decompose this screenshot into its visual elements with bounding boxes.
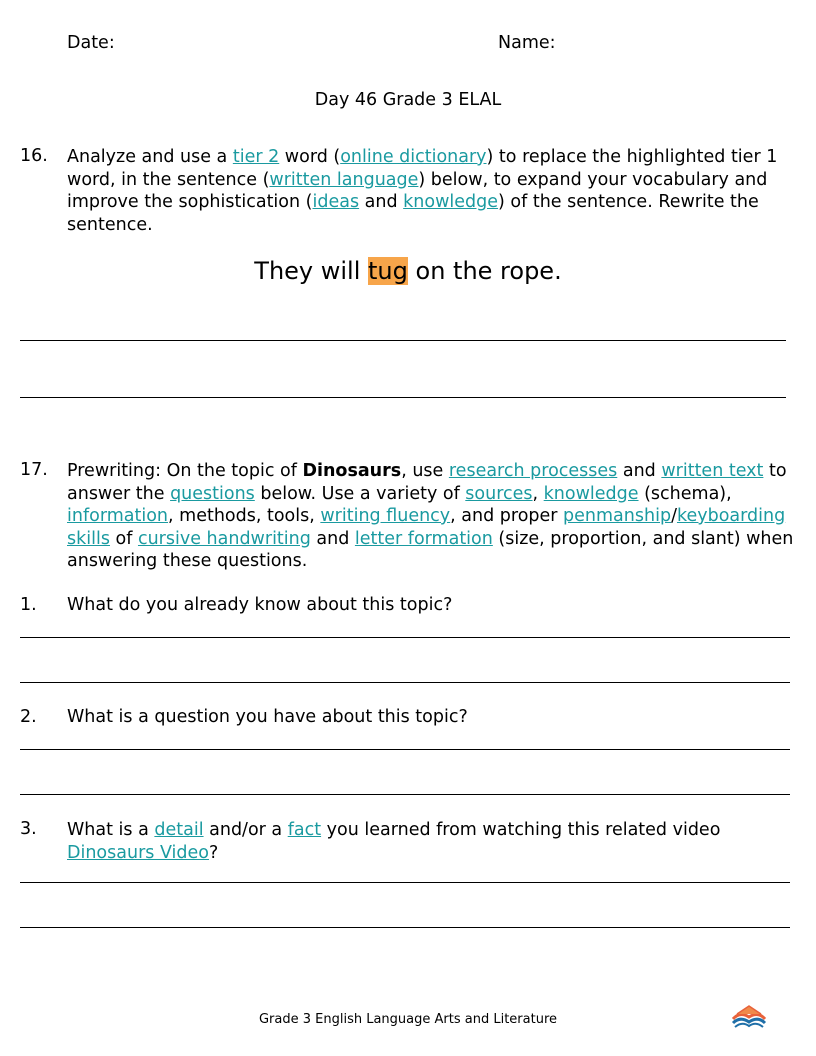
text-segment: ) to replace the highlighted tier 1 <box>486 147 778 167</box>
subquestion-3-text <box>67 819 807 864</box>
question-number-17: 17. <box>20 460 48 480</box>
link-keyboarding[interactable]: keyboarding <box>676 506 786 526</box>
text-segment: word, in the sentence ( <box>67 169 270 190</box>
text-segment: and <box>310 528 355 549</box>
text-segment: ? <box>208 842 219 863</box>
text-segment: answer the <box>67 483 171 504</box>
text-segment: and <box>359 192 404 212</box>
subquestion-number: 2. <box>20 707 37 727</box>
question-number-16: 16. <box>20 146 48 166</box>
sentence-part: They will <box>254 257 369 285</box>
text-segment: , use <box>401 461 449 481</box>
question-17-text <box>67 460 807 573</box>
footer-text: Grade 3 English Language Arts and Literature <box>258 1012 558 1027</box>
text-segment: , and proper <box>450 506 564 526</box>
link-detail[interactable]: detail <box>154 820 204 840</box>
link-letter-formation[interactable]: letter formation <box>354 528 493 549</box>
subquestion-1-text: What do you already know about this topic? <box>67 595 453 615</box>
link-sources[interactable]: sources <box>465 483 533 504</box>
text-segment: to <box>763 461 787 481</box>
text-segment: ) of the sentence. Rewrite the <box>498 192 759 212</box>
text-segment: and/or a <box>203 820 288 840</box>
text-segment: you learned from watching this related video <box>321 820 721 840</box>
answer-line[interactable] <box>20 682 790 683</box>
link-knowledge[interactable]: knowledge <box>403 192 499 212</box>
subquestion-2-text: What is a question you have about this topic? <box>67 707 468 727</box>
question-16-text <box>67 146 807 236</box>
book-logo-icon <box>730 1003 768 1029</box>
text-segment: of <box>109 528 138 549</box>
link-written-text[interactable]: written text <box>661 461 764 481</box>
link-writing-fluency[interactable]: writing fluency <box>320 506 451 526</box>
highlighted-word: tug <box>368 257 408 285</box>
example-sentence <box>0 257 816 285</box>
link-tier-2[interactable]: tier 2 <box>232 147 280 167</box>
answer-line[interactable] <box>20 882 790 883</box>
link-questions[interactable]: questions <box>170 483 255 504</box>
answer-line[interactable] <box>20 637 790 638</box>
text-segment: Analyze and use a <box>67 147 233 167</box>
text-segment: What is a <box>67 820 155 840</box>
link-information[interactable]: information <box>67 506 169 526</box>
topic-word: Dinosaurs <box>302 461 402 481</box>
link-penmanship[interactable]: penmanship <box>563 506 672 526</box>
answer-line[interactable] <box>20 397 786 398</box>
answer-line[interactable] <box>20 927 790 928</box>
text-segment: below. Use a variety of <box>254 483 466 504</box>
link-written-language[interactable]: written language <box>269 169 419 190</box>
text-segment: ) below, to expand your vocabulary and <box>418 169 768 190</box>
page-title: Day 46 Grade 3 ELAL <box>314 90 502 110</box>
text-segment: sentence. <box>67 214 153 235</box>
text-segment: (size, proportion, and slant) when <box>492 528 794 549</box>
link-research-processes[interactable]: research processes <box>448 461 618 481</box>
link-dinosaurs-video[interactable]: Dinosaurs Video <box>67 842 209 863</box>
answer-line[interactable] <box>20 794 790 795</box>
text-segment: word ( <box>279 147 341 167</box>
text-segment: , methods, tools, <box>168 506 321 526</box>
text-segment: improve the sophistication ( <box>67 192 313 212</box>
link-cursive-handwriting[interactable]: cursive handwriting <box>137 528 311 549</box>
text-segment: and <box>617 461 662 481</box>
link-ideas[interactable]: ideas <box>312 192 360 212</box>
date-label: Date: <box>67 33 115 53</box>
text-segment: (schema), <box>638 483 732 504</box>
subquestion-number: 3. <box>20 819 37 839</box>
link-fact[interactable]: fact <box>287 820 322 840</box>
subquestion-number: 1. <box>20 595 37 615</box>
name-label: Name: <box>498 33 556 53</box>
link-online-dictionary[interactable]: online dictionary <box>340 147 487 167</box>
link-skills[interactable]: skills <box>67 528 110 549</box>
answer-line[interactable] <box>20 749 790 750</box>
text-segment: / <box>671 506 677 526</box>
text-segment: answering these questions. <box>67 551 308 571</box>
link-knowledge[interactable]: knowledge <box>543 483 639 504</box>
sentence-part: on the rope. <box>407 257 562 285</box>
answer-line[interactable] <box>20 340 786 341</box>
text-segment: Prewriting: On the topic of <box>67 461 303 481</box>
text-segment: , <box>532 483 544 504</box>
